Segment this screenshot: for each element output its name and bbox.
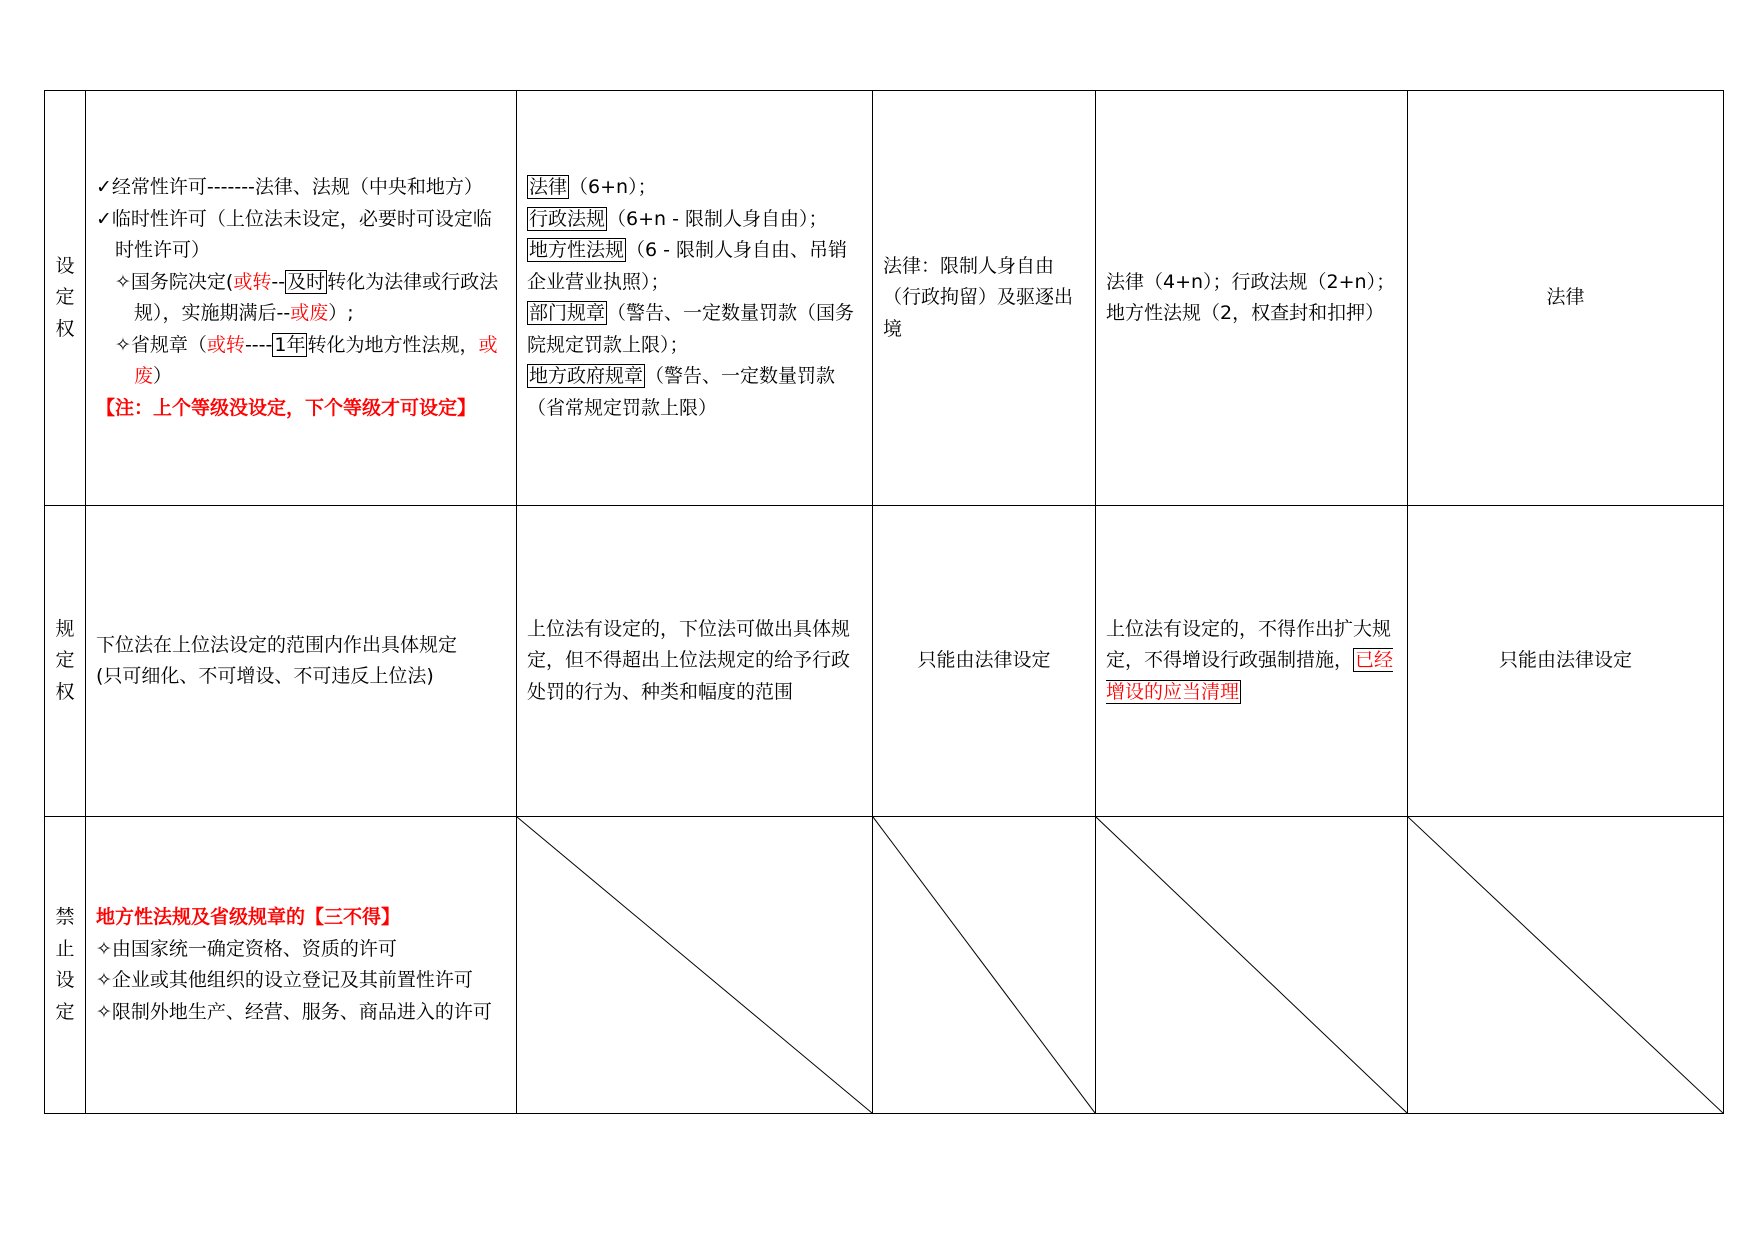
diagonal-slash: [1408, 817, 1723, 1113]
forbid-item: ✧限制外地生产、经营、服务、商品进入的许可: [96, 1000, 492, 1023]
create-l4: ✧省规章（或转---- 1年 转化为地方性法规，或废）: [115, 333, 498, 387]
regulate-cell-col4: 上位法有设定的，不得作出扩大规定，不得增设行政强制措施， 已经增设的应当清理: [1096, 506, 1408, 817]
create-col2-item3: 地方性法规 （6 - 限制人身自由、吊销企业营业执照）；: [527, 239, 848, 293]
forbid-cell-col3-empty: [873, 817, 1096, 1114]
row-header-forbid: 禁止设定: [45, 817, 86, 1114]
forbid-cell-col2-empty: [517, 817, 873, 1114]
row-forbid: [45, 817, 1724, 1114]
regulate-cell-col2: 上位法有设定的，下位法可做出具体规定，但不得超出上位法规定的给予行政处罚的行为、种类和幅度的范围: [517, 506, 873, 817]
forbid-cell-col1: [86, 817, 517, 1114]
forbid-item: ✧由国家统一确定资格、资质的许可: [96, 937, 397, 960]
regulate-cell-col5: 只能由法律设定: [1408, 506, 1724, 817]
create-cell-col1: [86, 91, 517, 506]
row-header-create: 设定权: [45, 91, 86, 506]
create-col2-item1: 法律 （6+n）；: [529, 176, 657, 198]
create-col2-item2: 行政法规 （6+n - 限制人身自由）；: [529, 207, 828, 230]
create-col2-item5: 地方政府规章 （警告、一定数量罚款（省常规定罚款上限）: [527, 365, 836, 419]
create-cell-col4: 法律（4+n）；行政法规（2+n）；地方性法规（2，权查封和扣押）: [1096, 91, 1408, 506]
regulate-cell-col1: 下位法在上位法设定的范围内作出具体规定 (只可细化、不可增设、不可违反上位法): [86, 506, 517, 817]
create-note: 【注：上个等级没设定，下个等级才可设定】: [96, 396, 477, 419]
regulate-cell-col3: 只能由法律设定: [873, 506, 1096, 817]
forbid-cell-col4-empty: [1096, 817, 1408, 1114]
create-l3: ✧国务院决定(或转-- 及时 转化为法律或行政法规），实施期满后--或废）;: [115, 270, 499, 324]
create-cell-col5: 法律: [1408, 91, 1724, 506]
create-l1: ✓经常性许可-------法律、法规（中央和地方）: [96, 176, 483, 198]
diagonal-slash: [873, 817, 1095, 1113]
create-col2-item4: 部门规章 （警告、一定数量罚款（国务院规定罚款上限）；: [527, 302, 855, 356]
forbid-title: 地方性法规及省级规章的【三不得】: [96, 906, 401, 928]
row-create: [45, 91, 1724, 506]
diagonal-slash: [1096, 817, 1407, 1113]
diagonal-slash: [517, 817, 872, 1113]
row-regulate: [45, 506, 1724, 817]
comparison-table: [44, 90, 1724, 1114]
forbid-cell-col5-empty: [1408, 817, 1724, 1114]
row-header-regulate: 规定权: [45, 506, 86, 817]
forbid-item: ✧企业或其他组织的设立登记及其前置性许可: [96, 969, 473, 991]
create-l2: ✓临时性许可（上位法未设定，必要时可设定临时性许可）: [96, 207, 492, 261]
create-cell-col3: 法律：限制人身自由（行政拘留）及驱逐出境: [873, 91, 1096, 506]
create-cell-col2: [517, 91, 873, 506]
